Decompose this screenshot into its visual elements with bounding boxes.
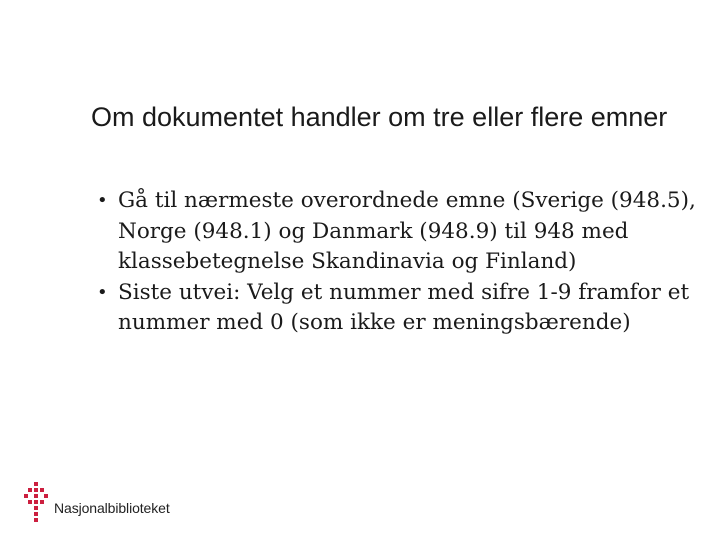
bullet-dot-icon: • [97, 190, 108, 211]
bullet-dot-icon: • [97, 281, 108, 303]
slide-title: Om dokumentet handler om tre eller flere emner [91, 102, 668, 132]
bullet-list [97, 186, 697, 339]
bullet-item [97, 186, 697, 278]
bullet-text: Gå til nærmeste overordnede emne (Sverige (948.5), Norge (948.1) og Danmark (948.9) til 948 med klassebetegnelse Skandinavia og Finland) [118, 188, 696, 274]
library-logo-icon [24, 482, 48, 524]
nasjonalbiblioteket-logo [24, 482, 224, 524]
logo-wordmark: Nasjonalbiblioteket [54, 500, 170, 516]
bullet-item [97, 278, 697, 339]
bullet-text: Siste utvei: Velg et nummer med sifre 1-9 framfor et nummer med 0 (som ikke er meningsbærende) [118, 279, 690, 335]
